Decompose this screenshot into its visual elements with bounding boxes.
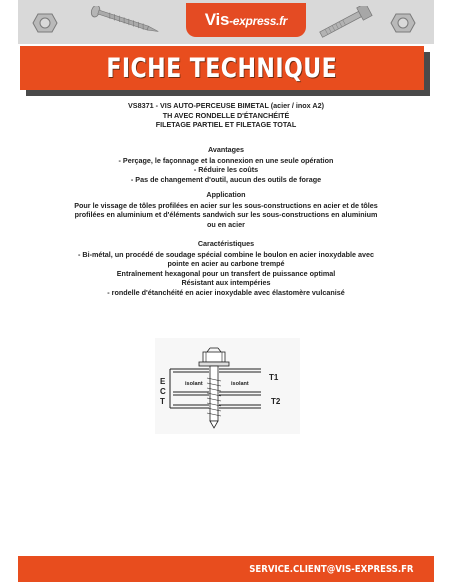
wood-screw-icon [88, 6, 164, 36]
product-line-2: TH AVEC RONDELLE D'ÉTANCHÉITÉ [162, 110, 290, 120]
screw-assembly-diagram [155, 338, 300, 434]
page-title: FICHE TECHNIQUE [106, 52, 338, 84]
bolt-icon [310, 6, 380, 38]
application-heading: Application [206, 190, 246, 199]
application-section [40, 190, 412, 229]
diagram-label-t1: T1 [269, 373, 279, 382]
diagram-label-c: C [160, 387, 166, 396]
avantages-item: - Réduire les coûts [193, 165, 259, 175]
diagram-label-t: T [160, 397, 165, 406]
caracteristiques-item: Entraînement hexagonal pour un transfert de puissance optimal [116, 268, 336, 278]
footer-bar [18, 556, 434, 582]
service-email-link[interactable]: SERVICE.CLIENT@VIS-EXPRESS.FR [249, 563, 414, 575]
brand-logo [186, 3, 306, 37]
diagram-label-isolant-left: isolant [185, 381, 203, 387]
caracteristiques-item: - rondelle d'étanchéité en acier inoxydable avec élastomère vulcanisé [107, 287, 345, 297]
avantages-item: - Pas de changement d'outil, aucun des outils de forage [130, 174, 322, 184]
caracteristiques-section [40, 239, 412, 298]
product-line-3: FILETAGE PARTIEL ET FILETAGE TOTAL [155, 120, 297, 130]
avantages-heading: Avantages [207, 145, 245, 154]
caracteristiques-heading: Caractéristiques [197, 239, 255, 248]
nut-icon-right [390, 12, 416, 34]
diagram-label-e: E [160, 377, 166, 386]
application-line: ou en acier [207, 219, 245, 229]
caracteristiques-item: - Bi-métal, un procédé de soudage spécial combine le boulon en acier inoxydable avec [78, 249, 374, 259]
product-title-block [40, 101, 412, 130]
application-line: Pour le vissage de tôles profilées en acier sur les sous-constructions en acier et de tôles [74, 200, 378, 210]
logo-text: Vis-express.fr [204, 10, 288, 29]
caracteristiques-item: pointe en acier au carbone trempé [167, 259, 285, 269]
avantages-section [40, 145, 412, 184]
diagram-label-isolant-right: isolant [231, 381, 249, 387]
product-line-1: VS8371 - VIS AUTO-PERCEUSE BIMETAL (acier / inox A2) [128, 101, 324, 110]
application-line: profilées en aluminium et d'éléments sandwich sur les sous-constructions en aluminium [74, 210, 378, 220]
nut-icon [32, 12, 58, 34]
title-banner [20, 46, 424, 90]
diagram-label-t2: T2 [271, 397, 281, 406]
avantages-item: - Perçage, le façonnage et la connexion en une seule opération [118, 155, 334, 165]
header-bar [18, 0, 434, 44]
caracteristiques-item: Résistant aux intempéries [181, 278, 271, 288]
